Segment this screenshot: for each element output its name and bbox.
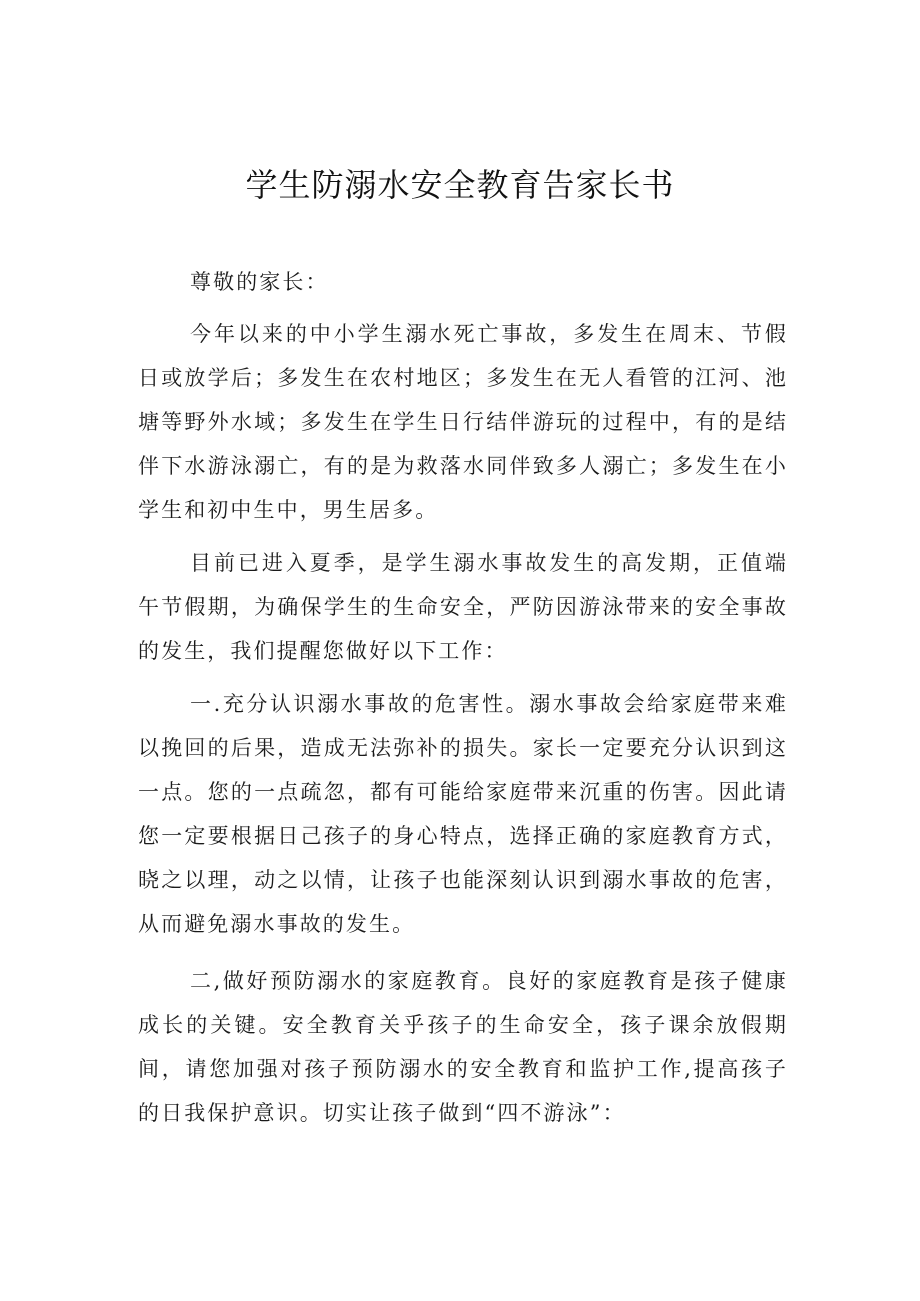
document-title: 学生防溺水安全教育告家长书 <box>245 166 675 204</box>
paragraph-accident-overview: 今年以来的中小学生溺水死亡事故，多发生在周末、节假日或放学后；多发生在农村地区；多发生在无人看管的江河、池塘等野外水域；多发生在学生日行结伴游玩的过程中，有的是结伴下水游泳溺亡，有的是为救落水同伴致多人溺亡；多发生在小学生和初中生中，男生居多。 <box>138 322 788 522</box>
paragraph-point-two: 二,做好预防溺水的家庭教育。良好的家庭教育是孩子健康成长的关键。安全教育关乎孩子的生命安全，孩子课余放假期间，请您加强对孩子预防溺水的安全教育和监护工作,提高孩子的日我保护意识。切实让孩子做到“四不游泳”： <box>138 969 788 1125</box>
paragraph-summer-reminder: 目前已进入夏季，是学生溺水事故发生的高发期，正值端午节假期，为确保学生的生命安全，严防因游泳带来的安全事故的发生，我们提醒您做好以下工作： <box>138 551 788 663</box>
paragraph-point-one: 一.充分认识溺水事故的危害性。溺水事故会给家庭带来难以挽回的后果，造成无法弥补的损失。家长一定要充分认识到这一点。您的一点疏忽，都有可能给家庭带来沉重的伤害。因此请您一定要根据日己孩子的身心特点，选择正确的家庭教育方式，晓之以理，动之以情，让孩子也能深刻认识到溺水事故的危害，从而避免溺水事故的发生。 <box>138 692 788 936</box>
salutation: 尊敬的家长： <box>190 270 329 294</box>
document-body <box>138 260 788 1135</box>
